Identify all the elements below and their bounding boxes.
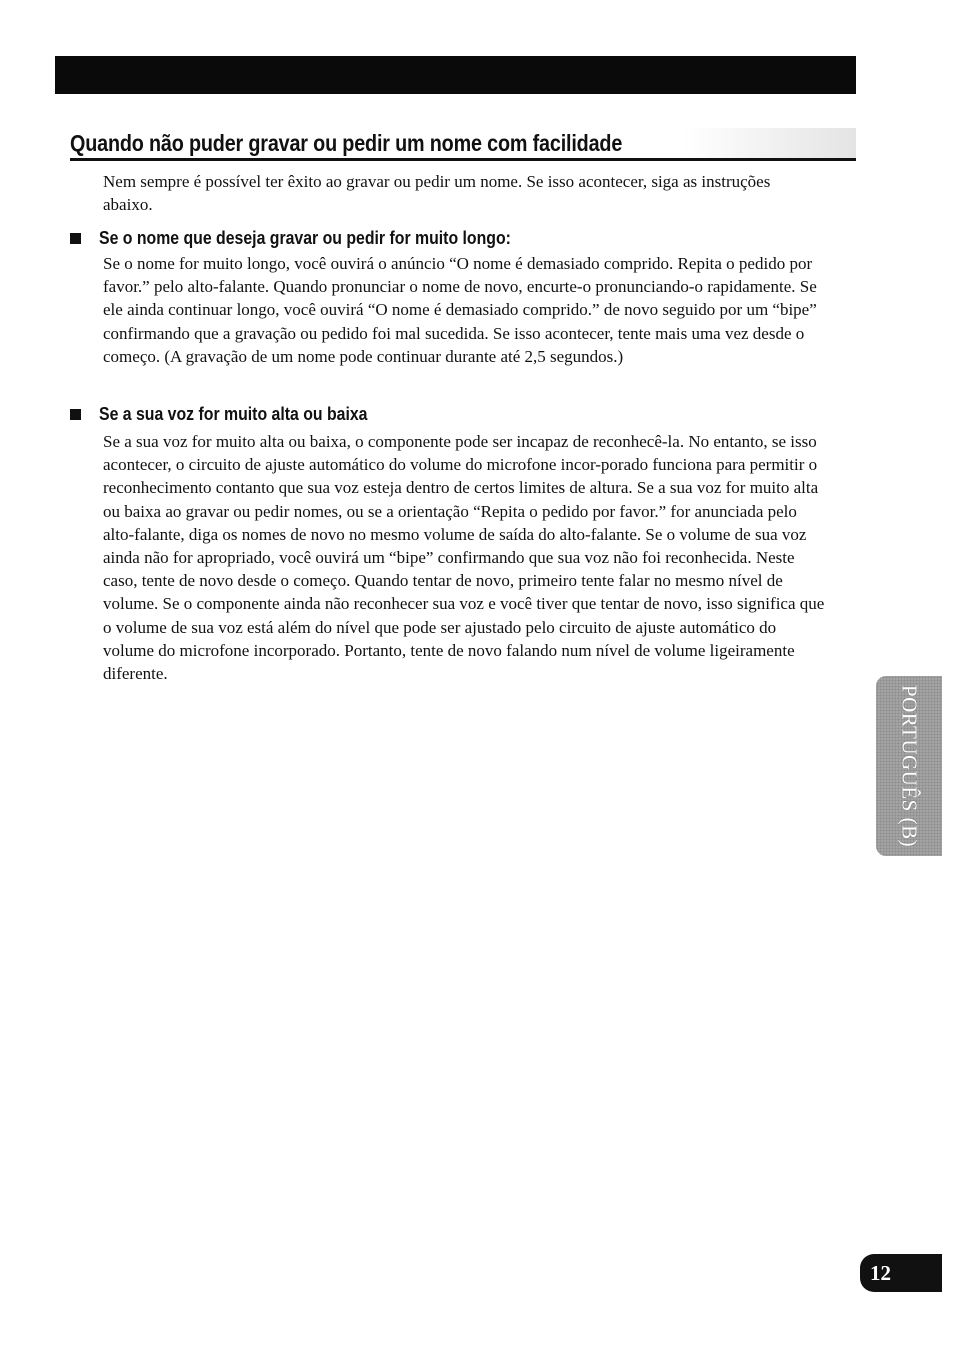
section-title: Quando não puder gravar ou pedir um nome com facilidade: [70, 130, 623, 156]
header-bar: [55, 56, 856, 94]
language-side-tab: [876, 676, 942, 856]
page-number-badge: [860, 1254, 942, 1292]
subsection-heading-long-name: [70, 227, 567, 249]
square-bullet-icon: [70, 233, 81, 244]
page-number: 12: [870, 1261, 891, 1285]
square-bullet-icon: [70, 409, 81, 420]
subsection-body-long-name: Se o nome for muito longo, você ouvirá o anúncio “O nome é demasiado comprido. Repita o pedido por favor.” pelo alto-falante. Quando pronunciar o nome de novo, encurte-o pronunciando-o rapidamente. Se ele ainda continuar longo, você ouvirá “O nome é demasiado comprido.” de novo seguido por um “bipe” confirmando que a gravação ou pedido foi mal sucedida. Se isso acontecer, tente mais uma vez desde o começo. (A gravação de um nome pode continuar durante até 2,5 segundos.): [103, 254, 817, 366]
subsection-body-voice-volume: Se a sua voz for muito alta ou baixa, o componente pode ser incapaz de reconhecê-la. No entanto, se isso acontecer, o circuito de ajuste automático do volume do microfone incor-porado funciona para permitir o reconhecimento contanto que sua voz esteja dentro de certos limites de altura. Se a sua voz for muito alta ou baixa ao gravar ou pedir nomes, ou se a orientação “Repita o pedido por favor.” for anunciada pelo alto-falante, diga os nomes de novo no mesmo volume de saída do alto-falante. Se o volume de sua voz ainda não for apropriado, você ouvirá um “bipe” confirmando que sua voz não foi reconhecida. Neste caso, tente de novo desde o começo. Quando tentar de novo, primeiro tente falar no mesmo nível de volume. Se o componente ainda não reconhecer sua voz e você tiver que tentar de novo, isso significa que o volume de sua voz está além do nível que pode ser ajustado pelo circuito de ajuste automático do volume do microfone incorporado. Portanto, tente de novo falando num nível de volume ligeiramente diferente.: [103, 432, 825, 684]
subsection-heading-voice-volume: [70, 403, 404, 425]
language-tab-label: PORTUGUÊS (B): [897, 684, 922, 848]
section-title-banner: [70, 128, 856, 161]
subsection-heading-text: Se o nome que deseja gravar ou pedir for muito longo:: [99, 227, 511, 248]
intro-paragraph: Nem sempre é possível ter êxito ao gravar ou pedir um nome. Se isso acontecer, siga as instruções abaixo.: [103, 172, 771, 215]
subsection-heading-text: Se a sua voz for muito alta ou baixa: [99, 403, 368, 424]
